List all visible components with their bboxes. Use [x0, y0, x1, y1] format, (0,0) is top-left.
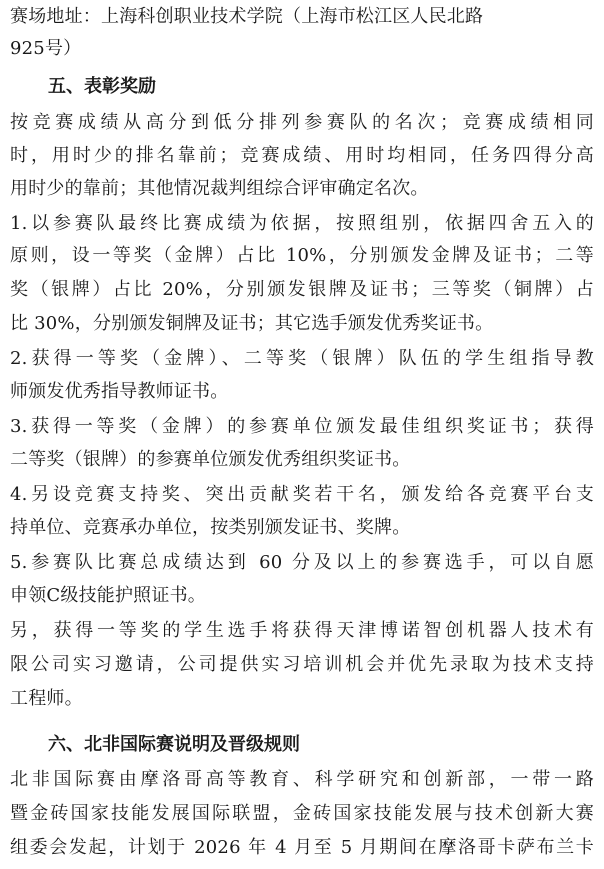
award-item-5-line-2: 申领C级技能护照证书。 — [10, 585, 206, 606]
award-item-5-line-1: 5.参赛队比赛总成绩达到 60 分及以上的参赛选手，可以自愿 — [10, 552, 594, 573]
section5-intro-line-3: 用时少的靠前；其他情况裁判组综合评审确定名次。 — [10, 178, 429, 199]
section6-paragraph-line-3: 组委会发起，计划于 2026 年 4 月至 5 月期间在摩洛哥卡萨布兰卡 — [10, 837, 594, 858]
section5-note-line-3: 工程师。 — [10, 688, 83, 709]
venue-line-1: 赛场地址：上海科创职业技术学院（上海市松江区人民北路 — [10, 6, 484, 27]
award-item-4-line-1: 4.另设竞赛支持奖、突出贡献奖若干名，颁发给各竞赛平台支 — [10, 484, 594, 505]
award-item-1-line-2: 原则，设一等奖（金牌）占比 10%，分别颁发金牌及证书；二等 — [10, 245, 594, 266]
section6-paragraph-line-2: 暨金砖国家技能发展国际联盟，金砖国家技能发展与技术创新大赛 — [10, 803, 594, 824]
section6-paragraph-line-1: 北非国际赛由摩洛哥高等教育、科学研究和创新部，一带一路 — [10, 769, 594, 790]
award-item-4-line-2: 持单位、竞赛承办单位，按类别颁发证书、奖牌。 — [10, 517, 411, 538]
section5-heading: 五、表彰奖励 — [48, 76, 156, 97]
section5-intro-line-2: 时，用时少的排名靠前；竞赛成绩、用时均相同，任务四得分高 — [10, 145, 594, 166]
section6-heading: 六、北非国际赛说明及晋级规则 — [48, 734, 300, 755]
award-item-1-line-3: 奖（银牌）占比 20%，分别颁发银牌及证书；三等奖（铜牌）占 — [10, 279, 594, 300]
award-item-3-line-1: 3.获得一等奖（金牌）的参赛单位颁发最佳组织奖证书；获得 — [10, 416, 594, 437]
section5-note-line-2: 限公司实习邀请，公司提供实习培训机会并优先录取为技术支持 — [10, 654, 594, 675]
award-item-2-line-1: 2.获得一等奖（金牌）、二等奖（银牌）队伍的学生组指导教 — [10, 348, 594, 369]
section5-intro-line-1: 按竞赛成绩从高分到低分排列参赛队的名次；竞赛成绩相同 — [10, 112, 594, 133]
venue-line-2: 925号） — [10, 38, 82, 59]
section5-note-line-1: 另，获得一等奖的学生选手将获得天津博诺智创机器人技术有 — [10, 620, 594, 641]
award-item-1-line-1: 1.以参赛队最终比赛成绩为依据，按照组别，依据四舍五入的 — [10, 213, 594, 234]
award-item-3-line-2: 二等奖（银牌）的参赛单位颁发优秀组织奖证书。 — [10, 449, 411, 470]
award-item-2-line-2: 师颁发优秀指导教师证书。 — [10, 381, 229, 402]
award-item-1-line-4: 比 30%，分别颁发铜牌及证书；其它选手颁发优秀奖证书。 — [10, 313, 494, 334]
